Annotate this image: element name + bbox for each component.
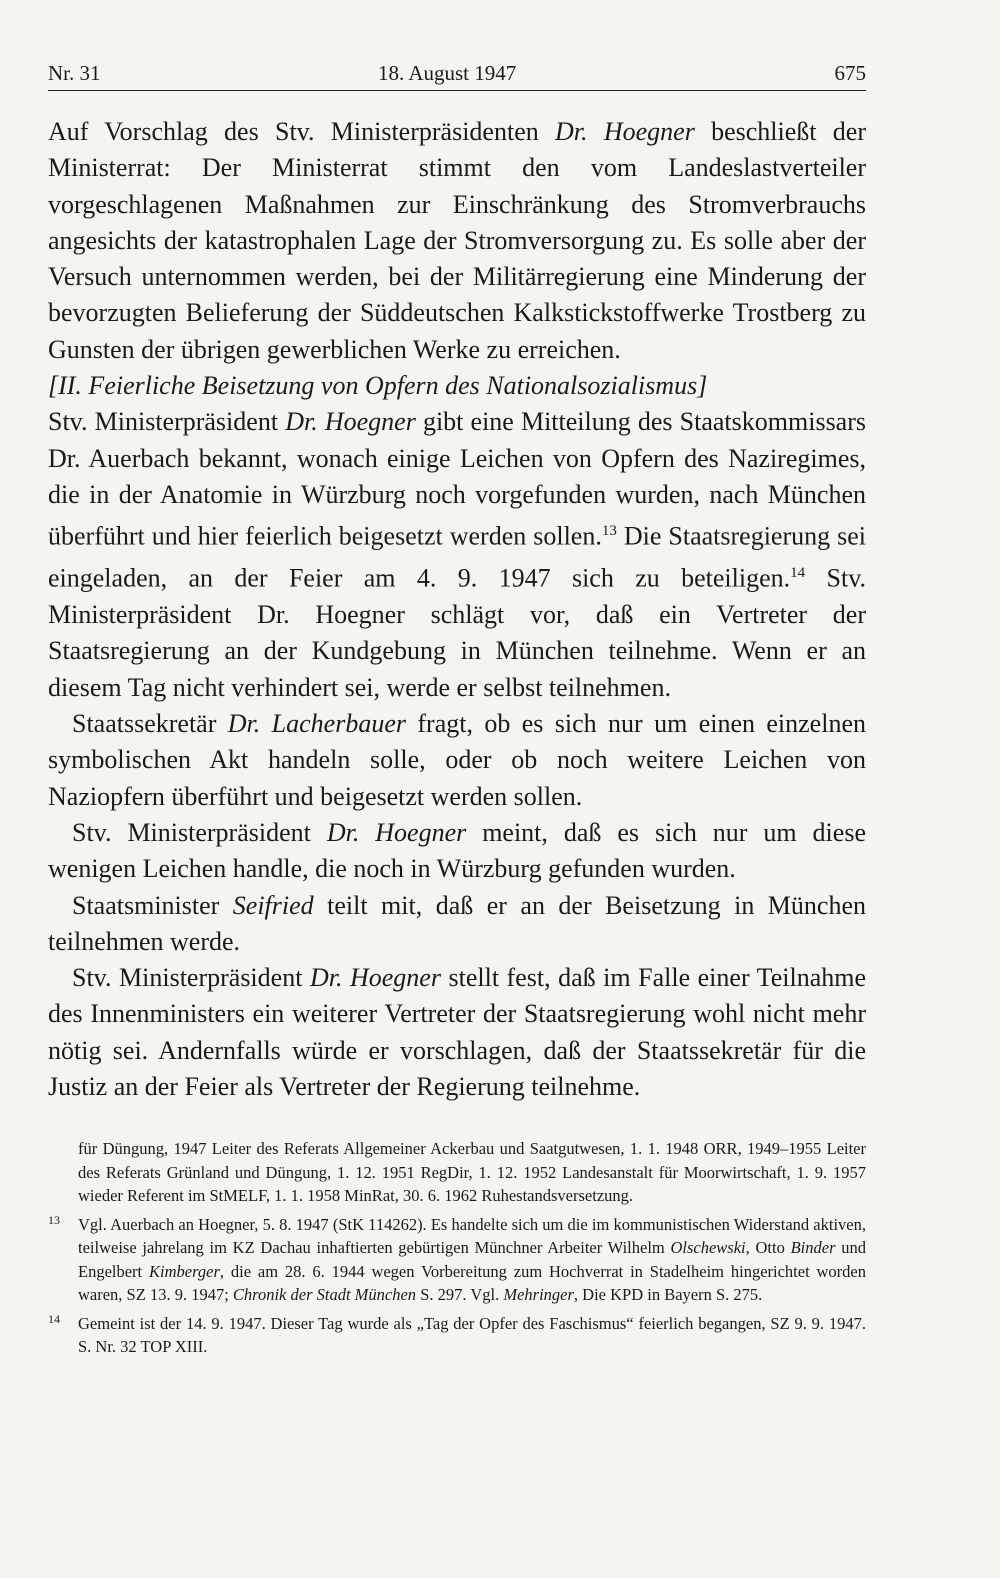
section-heading [48,368,866,404]
person-name: Dr. Hoegner [555,117,695,146]
person-name: Dr. Hoegner [285,407,416,437]
footnote-text: für Düngung, 1947 Leiter des Referats Allgemeiner Ackerbau und Saatgutwesen, 1. 1. 1948 ORR, 1949–1955 Leiter des Referats Grünland und Düngung, 1. 12. 1951 RegDir, 1. 12. 1952 Landesanstalt für Moorwirtschaft, 1. 9. 1957 wieder Referent im StMELF, 1. 1. 1958 MinRat, 30. 6. 1962 Ruhestandsversetzung. [78,1139,866,1205]
paragraph-seifried [48,888,866,961]
paragraph-mitteilung [48,404,866,706]
main-text [48,114,866,1105]
text-run: Auf Vorschlag des Stv. Ministerpräsidenten [48,117,556,146]
footnote-number: 13 [48,1212,60,1227]
document-number: Nr. 31 [48,61,101,85]
person-name: Seifried [232,890,314,920]
header-rule [48,90,866,91]
footnotes [48,1137,866,1364]
footnote-text: , die am 28. 6. 1944 wegen Vorbereitung zum Hochverrat in Stadelheim hingerichtet worden waren, SZ 13. 9. 1947; [78,1261,866,1304]
running-header [48,58,866,88]
header-date: 18. August 1947 [378,61,517,85]
footnote-ref-13[interactable]: 13 [601,523,617,540]
text-run: teilt mit, daß er an der Beisetzung in München teilnehmen werde. [48,890,866,956]
footnote-continued [48,1137,866,1208]
paragraph-lacherbauer [48,706,866,815]
text-run: beschließt der Ministerrat: Der Ministerrat stimmt den vom Landeslastverteiler vorgeschlagenen Maßnahmen zur Einschränkung des Stromverbrauchs angesichts der katastrophalen Lage der Stromversorgung zu. Es solle aber der Versuch unternommen werden, bei der Militärregierung eine Minderung der bevorzugten Belieferung der Süddeutschen Kalkstickstoffwerke Trostberg zu Gunsten der übrigen gewerblichen Werke zu erreichen. [48,117,866,364]
person-name: Dr. Lacherbauer [227,709,406,739]
footnote-ref-14[interactable]: 14 [790,565,806,582]
footnote-13 [48,1213,866,1307]
paragraph-hoegner-feststellung [48,960,866,1105]
person-name: Binder [790,1238,836,1257]
footnote-text: und Engelbert [78,1238,867,1281]
document-page [48,0,866,1578]
footnote-text: , Die KPD in Bayern S. 275. [573,1285,763,1304]
page-number: 675 [834,61,866,85]
person-name: Dr. Hoegner [326,817,467,847]
paragraph-stromverbrauch [48,114,866,368]
text-run: stellt fest, daß im Falle einer Teilnahme des Innenministers ein weiterer Vertreter der Staatsregierung wohl nicht mehr nötig sei. Andernfalls würde er vorschlagen, daß der Staatssekretär für die Justiz an der Feier als Vertreter der Regierung teilnehme. [48,963,867,1102]
text-run: Stv. Ministerpräsident [72,963,310,993]
footnote-text: , Otto [745,1238,791,1257]
person-name: Kimberger [149,1261,220,1281]
section-heading-text: [II. Feierliche Beisetzung von Opfern des Nationalsozialismus] [48,371,708,401]
text-run: Staatsminister [72,890,233,920]
footnote-14 [48,1312,866,1359]
text-run: Staatssekretär [72,709,228,739]
footnote-number: 14 [48,1311,60,1326]
footnote-text: S. 297. Vgl. [416,1285,504,1304]
text-run: Stv. Ministerpräsident Dr. Hoegner schlägt vor, daß ein Vertreter der Staatsregierung an der Kundgebung in München teilnehme. Wenn er an diesem Tag nicht verhindert sei, werde er selbst teilnehmen. [48,563,867,702]
paragraph-hoegner-meint [48,815,866,888]
person-name: Dr. Hoegner [309,963,441,993]
text-run: Die Staatsregierung sei eingeladen, an der Feier am 4. 9. 1947 sich zu beteiligen. [48,521,866,593]
text-run: gibt eine Mitteilung des Staatskommissars Dr. Auerbach bekannt, wonach einige Leichen von Opfern des Naziregimes, die in der Anatomie in Würzburg noch vorgefunden wurden, nach München überführt und hier feierlich beigesetzt werden sollen. [48,407,867,551]
text-run: Stv. Ministerpräsident [48,407,286,437]
author-name: Mehringer [503,1285,574,1304]
text-run: meint, daß es sich nur um diese wenigen Leichen handle, die noch in Würzburg gefunden wurden. [48,817,866,884]
text-run: Stv. Ministerpräsident [72,817,327,847]
person-name: Olschewski [670,1238,746,1257]
footnote-text: Gemeint ist der 14. 9. 1947. Dieser Tag wurde als „Tag der Opfer des Faschismus“ feierlich begangen, SZ 9. 9. 1947. S. Nr. 32 TOP XIII. [78,1313,866,1356]
text-run: fragt, ob es sich nur um einen einzelnen symbolischen Akt handeln solle, oder ob noch weitere Leichen von Naziopfern überführt und beigesetzt werden sollen. [48,709,866,811]
footnote-text: Vgl. Auerbach an Hoegner, 5. 8. 1947 (StK 114262). Es handelte sich um die im kommunistischen Widerstand aktiven, teilweise jahrelang im KZ Dachau inhaftierten gebürtigen Münchner Arbeiter Wilhelm [78,1214,866,1257]
source-title: Chronik der Stadt München [232,1285,417,1304]
